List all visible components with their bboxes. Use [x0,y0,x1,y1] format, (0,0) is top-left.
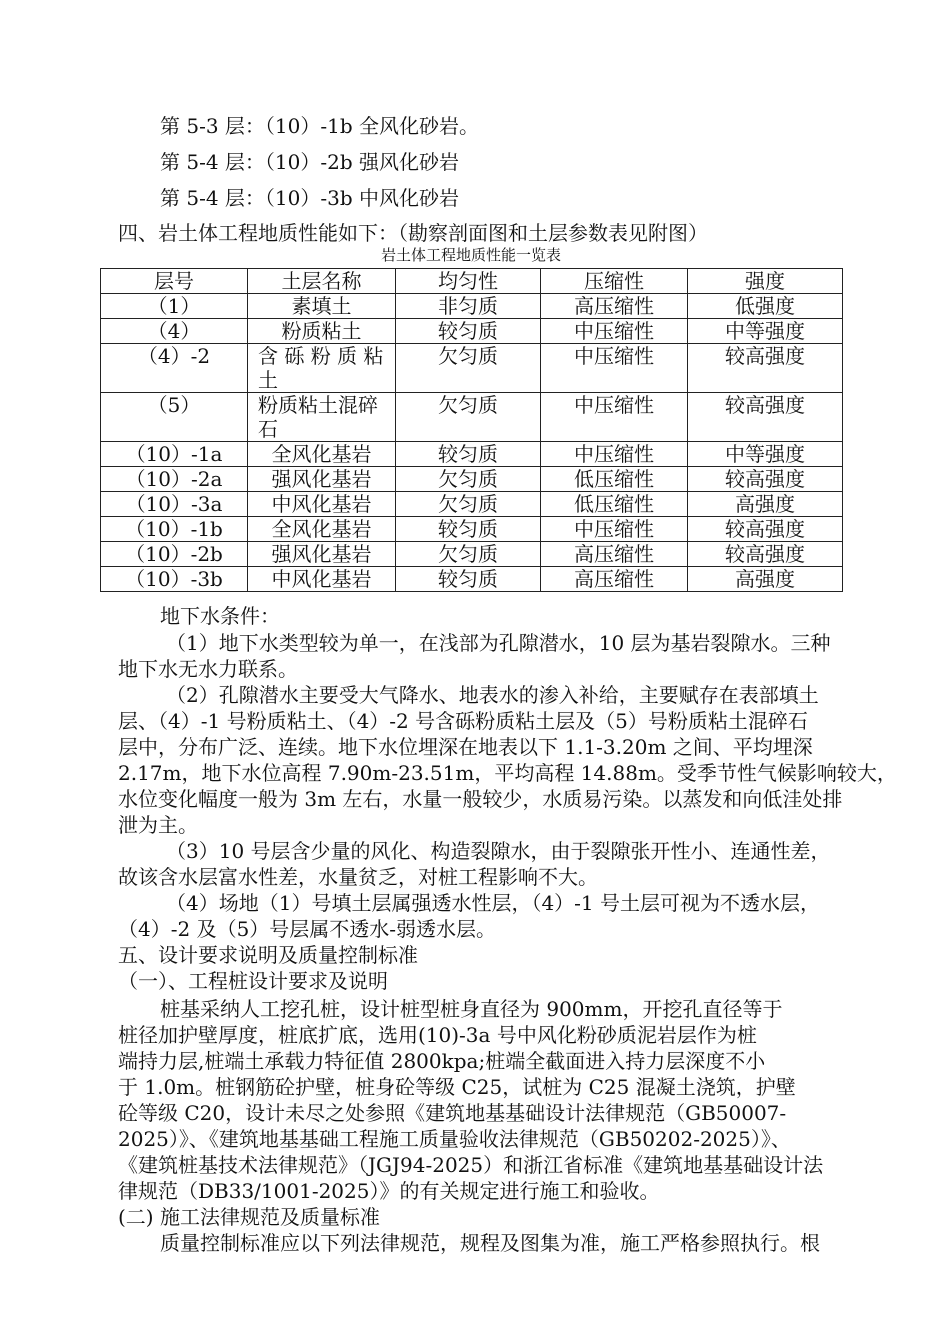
table-cell: 中压缩性 [541,344,688,393]
paragraph-line: （1）地下水类型较为单一，在浅部为孔隙潜水，10 层为基岩裂隙水。三种 [166,631,831,655]
paragraph-line: 2025）》、《建筑地基基础工程施工质量验收法律规范（GB50202-2025）》、 [118,1127,791,1151]
paragraph-line: 质量控制标准应以下列法律规范，规程及图集为准，施工严格参照执行。根 [160,1231,820,1255]
table-cell: （10）-2b [101,542,248,567]
paragraph-line: （3）10 号层含少量的风化、构造裂隙水，由于裂隙张开性小、连通性差， [166,839,831,863]
paragraph-line: （2）孔隙潜水主要受大气降水、地表水的渗入补给，主要赋存在表部填土 [166,683,819,707]
table-cell: 高压缩性 [541,294,688,319]
table-cell: 欠匀质 [396,393,541,442]
table-cell: （10）-3a [101,492,248,517]
table-cell: 低压缩性 [541,492,688,517]
table-cell: 中压缩性 [541,393,688,442]
paragraph-line: 泄为主。 [118,813,198,837]
table-cell: 全风化基岩 [248,517,396,542]
table-cell: 较匀质 [396,319,541,344]
table-cell: 非匀质 [396,294,541,319]
paragraph-line: 地下水无水力联系。 [118,657,298,681]
table-row [101,517,843,542]
paragraph-line: 律规范（DB33/1001-2025）》的有关规定进行施工和验收。 [118,1179,660,1203]
header-cell: 土层名称 [248,269,396,294]
table-row [101,319,843,344]
table-cell: 高强度 [688,567,843,592]
table-cell: 较高强度 [688,344,843,393]
table-cell: 中等强度 [688,319,843,344]
paragraph-line: 水位变化幅度一般为 3m 左右，水量一般较少，水质易污染。以蒸发和向低洼处排 [118,787,843,811]
table-cell: 低压缩性 [541,467,688,492]
table-cell: （10）-1a [101,442,248,467]
paragraph-line: 桩基采纳人工挖孔桩，设计桩型桩身直径为 900mm，开挖孔直径等于 [160,997,783,1021]
table-cell: 欠匀质 [396,467,541,492]
layer-line: 第 5-4 层：（10）-2b 强风化砂岩 [160,150,460,174]
table-cell: 中风化基岩 [248,492,396,517]
table-row [101,442,843,467]
table-cell: 中压缩性 [541,517,688,542]
table-cell: 高压缩性 [541,542,688,567]
table-cell: 欠匀质 [396,492,541,517]
paragraph-line: （4）-2 及（5）号层属不透水-弱透水层。 [118,917,497,941]
table-cell: 较匀质 [396,567,541,592]
table-cell: 强风化基岩 [248,467,396,492]
table-row [101,344,843,393]
paragraph-line: 故该含水层富水性差，水量贫乏，对桩工程影响不大。 [118,865,598,889]
table-cell: （4） [101,319,248,344]
table-cell: （1） [101,294,248,319]
table-cell: 低强度 [688,294,843,319]
table-cell: 中等强度 [688,442,843,467]
table-cell: 较高强度 [688,393,843,442]
header-cell: 压缩性 [541,269,688,294]
paragraph-line: 砼等级 C20，设计未尽之处参照《建筑地基基础设计法律规范（GB50007- [118,1101,787,1125]
table-cell: （10）-1b [101,517,248,542]
section-heading: 五、设计要求说明及质量控制标准 [118,943,418,967]
table-cell: （4）-2 [101,344,248,393]
subsection-heading: （一）、工程桩设计要求及说明 [118,969,388,993]
paragraph-line: 《建筑桩基技术法律规范》（JGJ94-2025）和浙江省标准《建筑地基基础设计法 [118,1153,824,1177]
table-cell: 高压缩性 [541,567,688,592]
paragraph-line: （4）场地（1）号填土层属强透水性层，（4）-1 号土层可视为不透水层， [166,891,821,915]
table-cell: （5） [101,393,248,442]
table-cell: （10）-3b [101,567,248,592]
table-header-row [101,269,843,294]
header-cell: 层号 [101,269,248,294]
paragraph-line: 层、（4）-1 号粉质粘土、（4）-2 号含砾粉质粘土层及（5）号粉质粘土混碎石 [118,709,808,733]
table-caption: 岩土体工程地质性能一览表 [380,246,561,264]
paragraph-line: 于 1.0m。桩钢筋砼护壁，桩身砼等级 C25，试桩为 C25 混凝土浇筑，护壁 [118,1075,796,1099]
groundwater-heading: 地下水条件： [160,604,280,628]
header-cell: 强度 [688,269,843,294]
table-cell: 较高强度 [688,517,843,542]
table-cell: 高强度 [688,492,843,517]
table-cell: 粉质粘土混碎石 [248,393,396,442]
table-cell: 较高强度 [688,542,843,567]
layer-line: 第 5-4 层：（10）-3b 中风化砂岩 [160,186,460,210]
table-cell: 欠匀质 [396,542,541,567]
header-cell: 均匀性 [396,269,541,294]
section-heading: 四、岩土体工程地质性能如下：（勘察剖面图和土层参数表见附图） [118,221,708,245]
paragraph-line: 桩径加护壁厚度，桩底扩底，选用(10)-3a 号中风化粉砂质泥岩层作为桩 [118,1023,757,1047]
paragraph-line: 端持力层,桩端土承载力特征值 2800kpa;桩端全截面进入持力层深度不小 [118,1049,766,1073]
table-cell: 粉质粘土 [248,319,396,344]
paragraph-line: 层中，分布广泛、连续。地下水位埋深在地表以下 1.1-3.20m 之间、平均埋深 [118,735,813,759]
table-cell: （10）-2a [101,467,248,492]
table-row [101,567,843,592]
table-row [101,393,843,442]
table-cell: 较匀质 [396,517,541,542]
table-row [101,467,843,492]
properties-table [100,268,843,592]
table-row [101,542,843,567]
table-row [101,294,843,319]
layer-line: 第 5-3 层：（10）-1b 全风化砂岩。 [160,114,480,138]
table-cell: 中压缩性 [541,319,688,344]
table-cell: 较匀质 [396,442,541,467]
table-cell: 全风化基岩 [248,442,396,467]
subsection-heading: (二) 施工法律规范及质量标准 [118,1205,380,1229]
table-cell: 中风化基岩 [248,567,396,592]
table-cell: 欠匀质 [396,344,541,393]
table-cell: 较高强度 [688,467,843,492]
table-cell: 强风化基岩 [248,542,396,567]
table-cell: 素填土 [248,294,396,319]
table-cell: 含 砾 粉 质 粘 土 [248,344,396,393]
table-row [101,492,843,517]
paragraph-line: 2.17m，地下水位高程 7.90m-23.51m，平均高程 14.88m。受季节性气候影响较大， [118,761,897,785]
table-cell: 中压缩性 [541,442,688,467]
